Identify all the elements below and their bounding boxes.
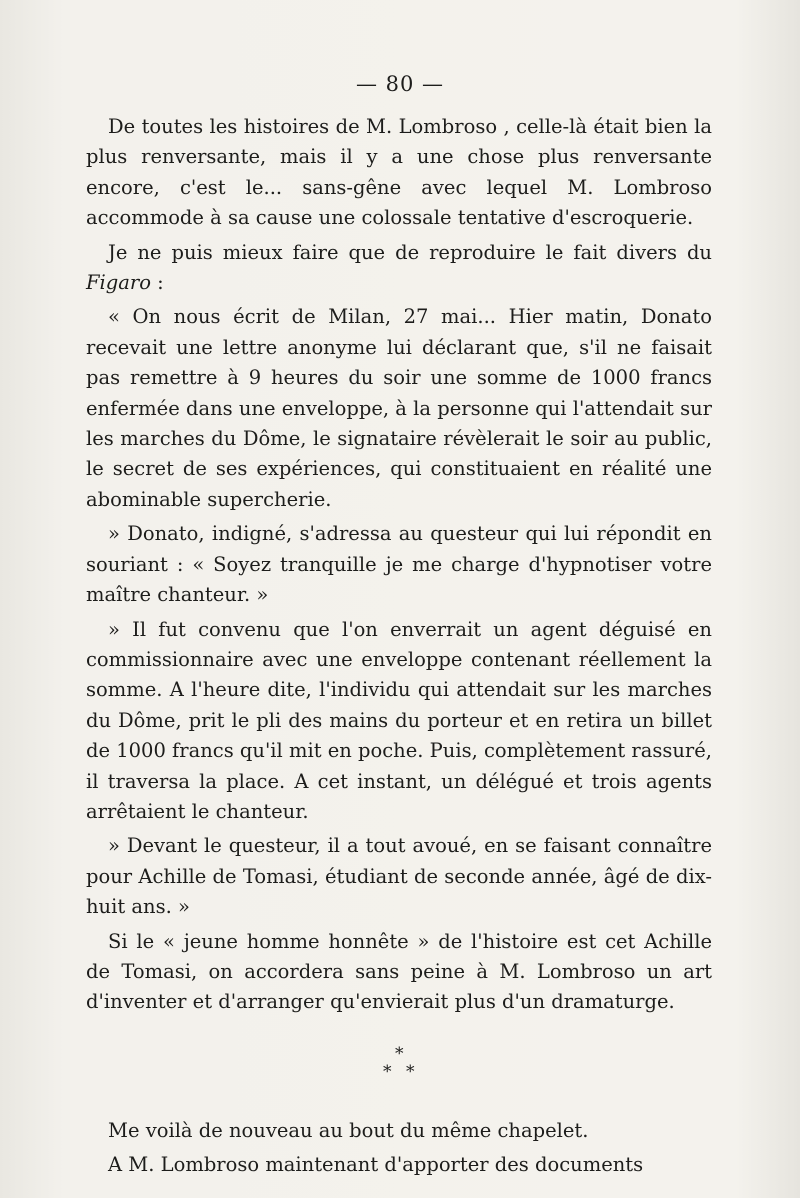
figaro-intro-colon: : bbox=[150, 271, 164, 295]
page-number: — 80 — bbox=[355, 72, 445, 96]
asterism-star-icon: * bbox=[383, 1061, 392, 1082]
paragraph-documents: A M. Lombroso maintenant d'apporter des documents bbox=[108, 1153, 644, 1177]
figaro-intro-text: Je ne puis mieux faire que de reproduire le fait divers du bbox=[108, 240, 712, 264]
paragraph-quote-questeur: » Donato, indigné, s'adressa au questeur qui lui répondit en souriant : « Soyez tranquille je me charge d'hypnotiser votre maître chanteur. » bbox=[86, 522, 712, 607]
paragraph-figaro-intro bbox=[86, 238, 712, 299]
asterism-separator bbox=[86, 1040, 712, 1096]
paragraph-jeune-homme: Si le « jeune homme honnête » de l'histoire est cet Achille de Tomasi, on accordera sans peine à M. Lombroso un art d'inventer et d'arranger qu'envierait plus d'un dramaturge. bbox=[86, 929, 712, 1014]
body-text bbox=[86, 112, 712, 1181]
paragraph-quote-aveu: » Devant le questeur, il a tout avoué, en se faisant connaître pour Achille de Tomasi, étudiant de seconde année, âgé de dix-huit ans. » bbox=[86, 834, 712, 919]
figaro-title: Figaro bbox=[86, 271, 151, 295]
asterism-star-icon: * bbox=[406, 1061, 415, 1082]
paragraph-quote-agent: » Il fut convenu que l'on enverrait un agent déguisé en commissionnaire avec une enveloppe contenant réellement la somme. A l'heure dite, l'individu qui attendait sur les marches du Dôme, prit le pli des mains du porteur et en retira un billet de 1000 francs qu'il mit en poche. Puis, complètement rassuré, il traversa la place. A cet instant, un délégué et trois agents arrêtaient le chanteur. bbox=[86, 617, 712, 823]
paragraph-quote-milan: « On nous écrit de Milan, 27 mai... Hier matin, Donato recevait une lettre anonyme lui déclarant que, s'il ne faisait pas remettre à 9 heures du soir une somme de 1000 francs enfermée dans une enveloppe, à la personne qui l'attendait sur les marches du Dôme, le signataire révèlerait le soir au public, le secret de ses expériences, qui constituaient en réalité une abominable supercherie. bbox=[86, 305, 712, 511]
paragraph-lombroso-histoires: De toutes les histoires de M. Lombroso , celle-là était bien la plus renversante, mais il y a une chose plus renversante encore, c'est le... sans-gêne avec lequel M. Lombroso accommode à sa cause une colossale tentative d'escroquerie. bbox=[86, 115, 712, 230]
paragraph-chapelet: Me voilà de nouveau au bout du même chapelet. bbox=[108, 1118, 589, 1142]
asterism-star-icon: * bbox=[395, 1043, 404, 1064]
